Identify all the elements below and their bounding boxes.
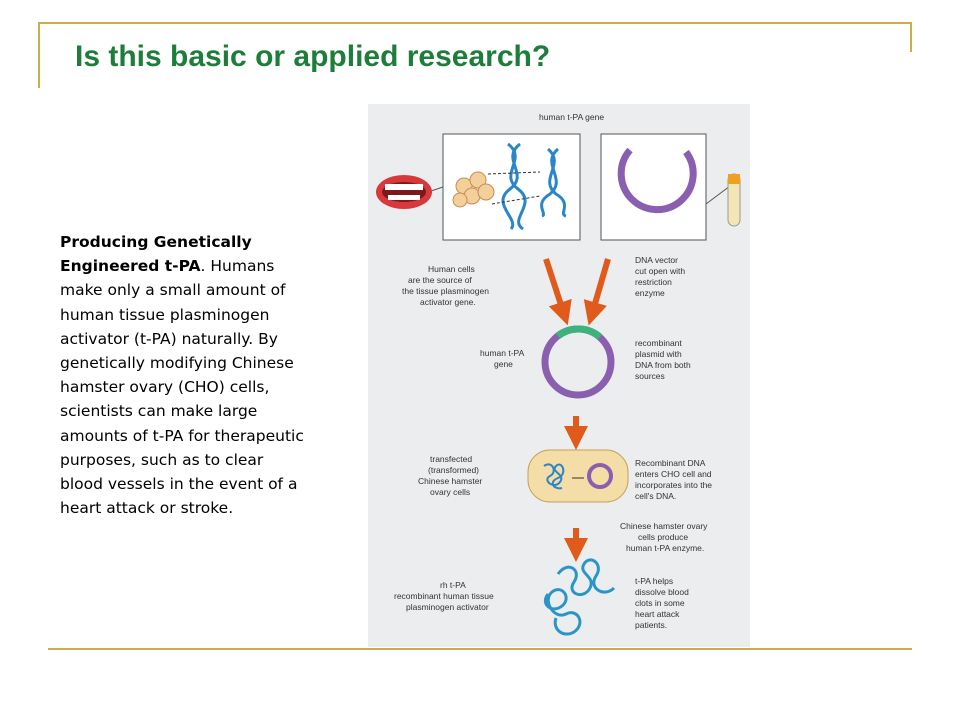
plasmid-left-label: human t-PA gene	[480, 348, 524, 369]
figure-svg	[368, 104, 750, 647]
tpa-gene-insert	[558, 329, 600, 337]
frame-top-rule	[40, 22, 912, 24]
cell-left-label: transfected (transformed) Chinese hamster ovary cells	[418, 454, 483, 497]
protein-icon	[545, 560, 614, 634]
arrow-right-to-plasmid	[592, 259, 608, 314]
mouth-icon	[376, 175, 432, 209]
right-caption: DNA vector cut open with restriction enzyme	[635, 255, 686, 298]
protein-left-label: rh t-PA recombinant human tissue plasminogen activator	[394, 580, 494, 612]
enzyme-caption: Chinese hamster ovary cells produce human t-PA enzyme.	[620, 521, 708, 553]
frame-right-rule	[910, 22, 912, 52]
frame-left-rule	[38, 22, 40, 88]
top-label: human t-PA gene	[539, 112, 605, 122]
left-caption: Human cells are the source of the tissue plasminogen activator gene.	[402, 264, 489, 307]
body-paragraph: Humans make only a small amount of human tissue plasminogen activator (t-PA) naturally. By genetically modifying Chinese hamster ovary (CHO) cells, scientists can make large amounts of t-PA for therapeutic purposes, such as to clear blood vessels in the event of a heart attack or stroke.	[60, 257, 304, 518]
body-heading: Producing Genetically Engineered t-PA	[60, 233, 252, 276]
cell-right-label: Recombinant DNA enters CHO cell and incorporates into the cell's DNA.	[635, 458, 713, 501]
frame-bottom-rule	[48, 648, 912, 650]
test-tube-icon	[728, 174, 740, 226]
protein-right-label: t-PA helps dissolve blood clots in some heart attack patients.	[635, 576, 689, 630]
recombinant-plasmid-icon	[545, 329, 611, 395]
slide-title: Is this basic or applied research?	[75, 40, 551, 73]
arrow-left-to-plasmid	[546, 259, 564, 314]
body-text-block	[60, 230, 310, 520]
tube-connector	[706, 186, 730, 204]
tpa-process-figure	[368, 104, 750, 647]
plasmid-right-label: recombinant plasmid with DNA from both sources	[635, 338, 691, 381]
body-heading-period: .	[200, 257, 206, 276]
